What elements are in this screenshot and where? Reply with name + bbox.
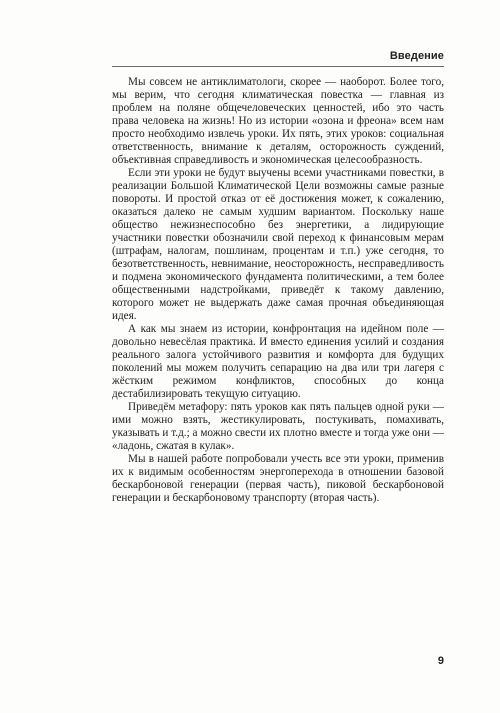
page-number: 9 <box>437 655 444 667</box>
paragraph: Мы в нашей работе попробовали учесть все эти уроки, применив их к видимым особенностям энергоперехода в отношении базовой бескарбоновой генерации (первая часть), пиковой бескарбоновой генерации и бескарбоновому транспорту (вторая часть). <box>112 453 444 504</box>
paragraph: А как мы знаем из истории, конфронтация на идейном поле — довольно невесёлая практика. И вместо единения усилий и создания реального залога устойчивого развития и комфорта для будущих поколений мы можем получить сепарацию на два или три лагеря с жёстким режимом конфликтов, способных до конца дестабилизировать текущую ситуацию. <box>112 323 444 400</box>
paragraph: Приведём метафору: пять уроков как пять пальцев одной руки — ими можно взять, жестикулировать, постукивать, помахивать, указывать и т.д.; а можно свести их плотно вместе и тогда уже они — «ладонь, сжатая в кулак». <box>112 401 444 452</box>
running-head: Введение <box>389 50 444 62</box>
paragraph: Мы совсем не антиклиматологи, скорее — наоборот. Более того, мы верим, что сегодня климатическая повестка — главная из проблем на поляне общечеловеческих ценностей, ибо это часть права человека на жизнь! Но из истории «озона и фреона» всем нам просто необходимо извлечь уроки. Их пять, этих уроков: социальная ответственность, внимание к деталям, осторожность суждений, объективная справедливость и экономическая целесообразность. <box>112 76 444 166</box>
paragraph: Если эти уроки не будут выучены всеми участниками повестки, в реализации Большой Климатической Цели возможны самые разные повороты. И простой отказ от её достижения может, к сожалению, оказаться далеко не самым худшим вариантом. Поскольку наше общество нежизнеспособно без энергетики, а лидирующие участники повестки обозначили свой переход к финансовым мерам (штрафам, налогам, пошлинам, процентам и т.п.) уже сегодня, то безответственность, невнимание, неосторожность, несправедливость и подмена экономического фундамента политическими, а тем более общественными надстройками, приведёт к такому давлению, которого может не выдержать даже самая прочная объединяющая идея. <box>112 167 444 322</box>
header-rule <box>112 66 444 67</box>
body-text <box>112 76 444 505</box>
